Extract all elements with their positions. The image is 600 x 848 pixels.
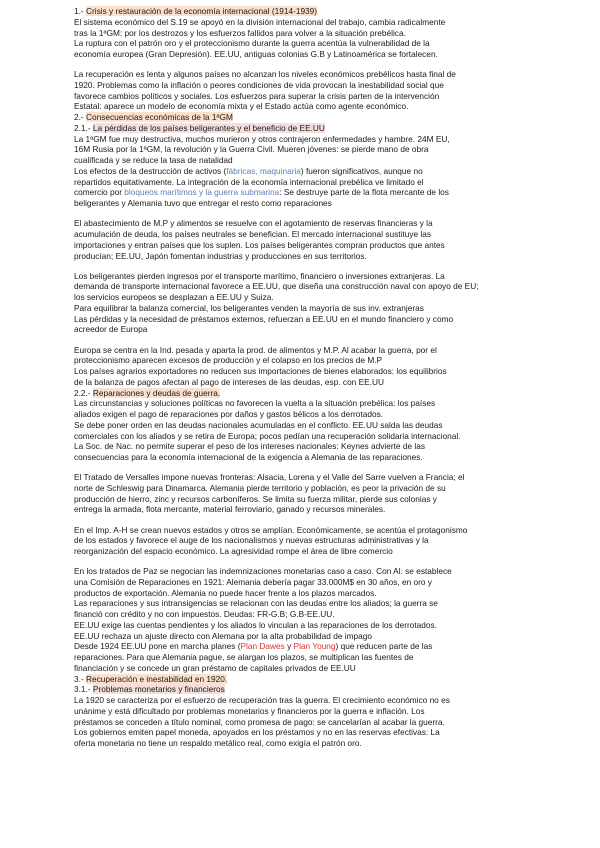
text-line: Para equilibrar la balanza comercial, los beligerantes venden la mayoría de sus inv. extranjeras xyxy=(74,302,424,313)
text-line: EE.UU exige las cuentas pendientes y los aliados lo vinculan a las reparaciones de los derrotados. xyxy=(74,619,437,630)
subsection-number: 2.2.- xyxy=(74,387,93,398)
text-line: producían; EE.UU, Japón fomentan industrias y producciones en sus territorios. xyxy=(74,250,367,261)
text-span: y xyxy=(284,641,294,652)
text-line: de la balanza de pagos afectan al pago de intereses de las deudas, esp. con EE.UU xyxy=(74,376,384,387)
text-span: : Se destruye parte de la flota mercante de los xyxy=(279,187,449,198)
section-heading xyxy=(74,112,574,123)
text-line: reparaciones. Para que Alemania pague, se alargan los plazos, se multiplican las fuentes de xyxy=(74,652,414,663)
text-line: La 1ªGM fue muy destructiva, muchos murieron y otros contrajeron enfermedades y hambre. 24M EU, xyxy=(74,133,450,144)
subsection-number: 3.1.- xyxy=(74,684,93,695)
highlight-blue-text: bloqueos marítimos y la guerra submarina xyxy=(124,187,280,198)
text-line: oferta monetaria no tiene un respaldo metálico real, como exigía el patrón oro. xyxy=(74,738,362,749)
text-line: una Comisión de Reparaciones en 1921: Alemania debería pagar 33.000M$ en 30 años, en oro y xyxy=(74,576,432,587)
subsection-title: La pérdidas de los países beligerantes y el beneficio de EE.UU xyxy=(92,122,325,133)
text-line: demanda de transporte internacional favorece a EE.UU, que diseña una construcción naval con apoyo de EU; xyxy=(74,281,479,292)
text-span: Los efectos de la destrucción de activos ( xyxy=(74,165,227,176)
text-line: financiación y se concede un gran préstamo de capitales privados de EE.UU xyxy=(74,662,356,673)
text-line: acreedor de Europa xyxy=(74,324,148,335)
text-span: ) fueron significativos, aunque no xyxy=(300,165,423,176)
text-line xyxy=(74,641,574,652)
section-number: 1.- xyxy=(74,6,86,16)
text-line: Se debe poner orden en las deudas nacionales acumuladas en el conflicto. EE.UU salda las deudas xyxy=(74,419,443,430)
text-line: economía europea (Gran Depresión). EE.UU, antiguas colonias G.B y Latinoamérica se fortalecen. xyxy=(74,49,438,59)
text-line: norte de Schleswig para Dinamarca. Alemania pierde territorio y población, es peor la privación de su xyxy=(74,482,446,493)
text-span: ) que reducen parte de las xyxy=(335,641,433,652)
plan-young-text: Plan Young xyxy=(293,641,336,652)
text-line: reorganización del espacio económico. La agresividad rompe el área de libre comercio xyxy=(74,546,393,557)
text-line: Los países agrarios exportadores no reducen sus importaciones de bienes elaborados: los equilibrios xyxy=(74,366,447,377)
text-line: entrega la armada, flota mercante, material ferroviario, ganado y recursos minerales. xyxy=(74,504,386,515)
text-line: proteccionismo aparecen excesos de producción y el colapso en los precios de M.P xyxy=(74,355,383,366)
text-line: La recuperación es lenta y algunos países no alcanzan los niveles económicos prebélicos hasta final de xyxy=(74,69,456,80)
section-title: Recuperación e inestabilidad en 1920. xyxy=(86,673,228,684)
subsection-number: 2.1.- xyxy=(74,122,93,133)
text-line: préstamos se conceden a título nominal, como promesa de pago: se cancelarían al acabar la guerra. xyxy=(74,716,445,727)
text-line: La 1920 se caracteriza por el esfuerzo de recuperación tras la guerra. El crecimiento económico no es xyxy=(74,695,450,706)
text-line: 1920. Problemas como la inflación o peores condiciones de vida provocan la inestabilidad social que xyxy=(74,79,444,90)
text-line: El sistema económico del S.19 se apoyó en la división internacional del trabajo, cambia radicalmente xyxy=(74,16,446,27)
text-line: comerciales con los aliados y se retira de Europa; pocos pedían una recuperación solidaria internacional. xyxy=(74,430,461,441)
text-line: productos de exportación. Alemania no puede hacer frente a los plazos marcados. xyxy=(74,587,377,598)
subsection-heading xyxy=(74,388,574,399)
text-line: de los estados y favorece el auge de los nacionalismos y nuevas estructuras administrativas y la xyxy=(74,535,429,546)
section-number: 3.- xyxy=(74,673,86,684)
text-line: financió con crédito y no con impuestos. Deudas: FR-G.B; G.B-EE.UU. xyxy=(74,609,335,620)
subsection-title: Reparaciones y deudas de guerra. xyxy=(92,387,221,398)
text-span: comercio por xyxy=(74,187,125,198)
text-line: Estatal: aparece un modelo de economía mixta y el Estado actúa como agente económico. xyxy=(74,101,409,112)
subsection-heading xyxy=(74,123,574,134)
text-line: unánime y está dificultado por problemas monetarios y financieros por la guerra e inflación. Los xyxy=(74,705,425,716)
text-line: EE.UU rechaza un ajuste directo con Alemana por la alta probabilidad de impago xyxy=(74,630,372,641)
plan-dawes-text: Plan Dawes xyxy=(240,641,285,652)
section-heading xyxy=(74,674,574,685)
subsection-heading xyxy=(74,684,574,695)
subsection-title: Problemas monetarios y financieros xyxy=(92,684,225,695)
text-line: La Soc. de Nac. no permite superar el peso de los intereses nacionales: Keynes advierte de las xyxy=(74,441,425,452)
text-line: Las circunstancias y soluciones políticas no favorecen la vuelta a la situación prebélica: los países xyxy=(74,398,436,409)
text-line: tras la 1ªGM: por los destrozos y los esfuerzos fallidos para volver a la situación prebélica. xyxy=(74,27,406,38)
text-line: repartidos equitativamente. La integración de la economía internacional prebélica ve limitado el xyxy=(74,176,424,187)
section-title: Consecuencias económicas de la 1ªGM xyxy=(86,112,233,123)
text-line: Las reparaciones y sus intransigencias se relacionan con las deudas entre los aliados; la guerra se xyxy=(74,598,438,609)
text-line: aliados exigen el pago de reparaciones por daños y gastos bélicos a los derrotados. xyxy=(74,409,384,420)
section-title: Crisis y restauración de la economía internacional (1914-1939) xyxy=(86,6,318,16)
text-line: los servicios europeos se desplazan a EE.UU y Suiza. xyxy=(74,292,274,303)
text-line: 16M Rusia por la 1ªGM, la revolución y la Guerra Civil. Mueren jóvenes: se pierde mano de obra xyxy=(74,144,429,155)
highlight-blue-text: fábricas, maquinaria xyxy=(226,165,301,176)
text-line: importaciones y entran países que los suplen. Los países beligerantes compran productos que antes xyxy=(74,239,445,250)
text-line: En los tratados de Paz se negocian las indemnizaciones monetarias caso a caso. Con Al. se establece xyxy=(74,566,452,577)
text-line: La ruptura con el patrón oro y el proteccionismo durante la guerra acentúa la vulnerabilidad de la xyxy=(74,38,430,49)
text-line: Los gobiernos emiten papel moneda, apoyados en los préstamos y no en las reservas efectivas: La xyxy=(74,727,440,738)
text-line: En el Imp. A-H se crean nuevos estados y otros se amplían. Económicamente, se acentúa el protagonismo xyxy=(74,524,468,535)
text-line: Europa se centra en la Ind. pesada y aparta la prod. de alimentos y M.P. Al acabar la guerra, por el xyxy=(74,344,437,355)
text-line: beligerantes y Alemania tuvo que entregar el resto como reparaciones xyxy=(74,198,332,209)
text-line xyxy=(74,187,574,198)
section-heading xyxy=(74,6,574,17)
text-line: consecuencias para la economía internacional de la exigencia a Alemania de las reparaciones. xyxy=(74,452,423,463)
text-line: producción de hierro, zinc y recursos carboníferos. Se limita su fuerza militar, pierde sus colonias y xyxy=(74,493,437,504)
text-line: Las pérdidas y la necesidad de préstamos externos, refuerzan a EE.UU en el mundo financiero y como xyxy=(74,313,454,324)
text-line: acumulación de deuda, los países neutrales se benefician. El mercado internacional sustituye las xyxy=(74,229,431,240)
text-line: favorece cambios políticos y sociales. Los esfuerzos para superar la crisis parten de la intervención xyxy=(74,90,440,101)
text-line: Los beligerantes pierden ingresos por el transporte marítimo, financiero o inversiones extranjeras. La xyxy=(74,270,445,281)
text-line: El abastecimiento de M.P y alimentos se resuelve con el agotamiento de reservas financieras y la xyxy=(74,218,433,229)
section-number: 2.- xyxy=(74,112,86,123)
text-line: cualificada y se reduce la tasa de natalidad xyxy=(74,155,233,166)
text-line: El Tratado de Versalles impone nuevas fronteras: Alsacia, Lorena y el Valle del Sarre vuelven a Francia; el xyxy=(74,472,465,483)
text-span: Desde 1924 EE.UU pone en marcha planes ( xyxy=(74,641,241,652)
text-line xyxy=(74,166,574,177)
